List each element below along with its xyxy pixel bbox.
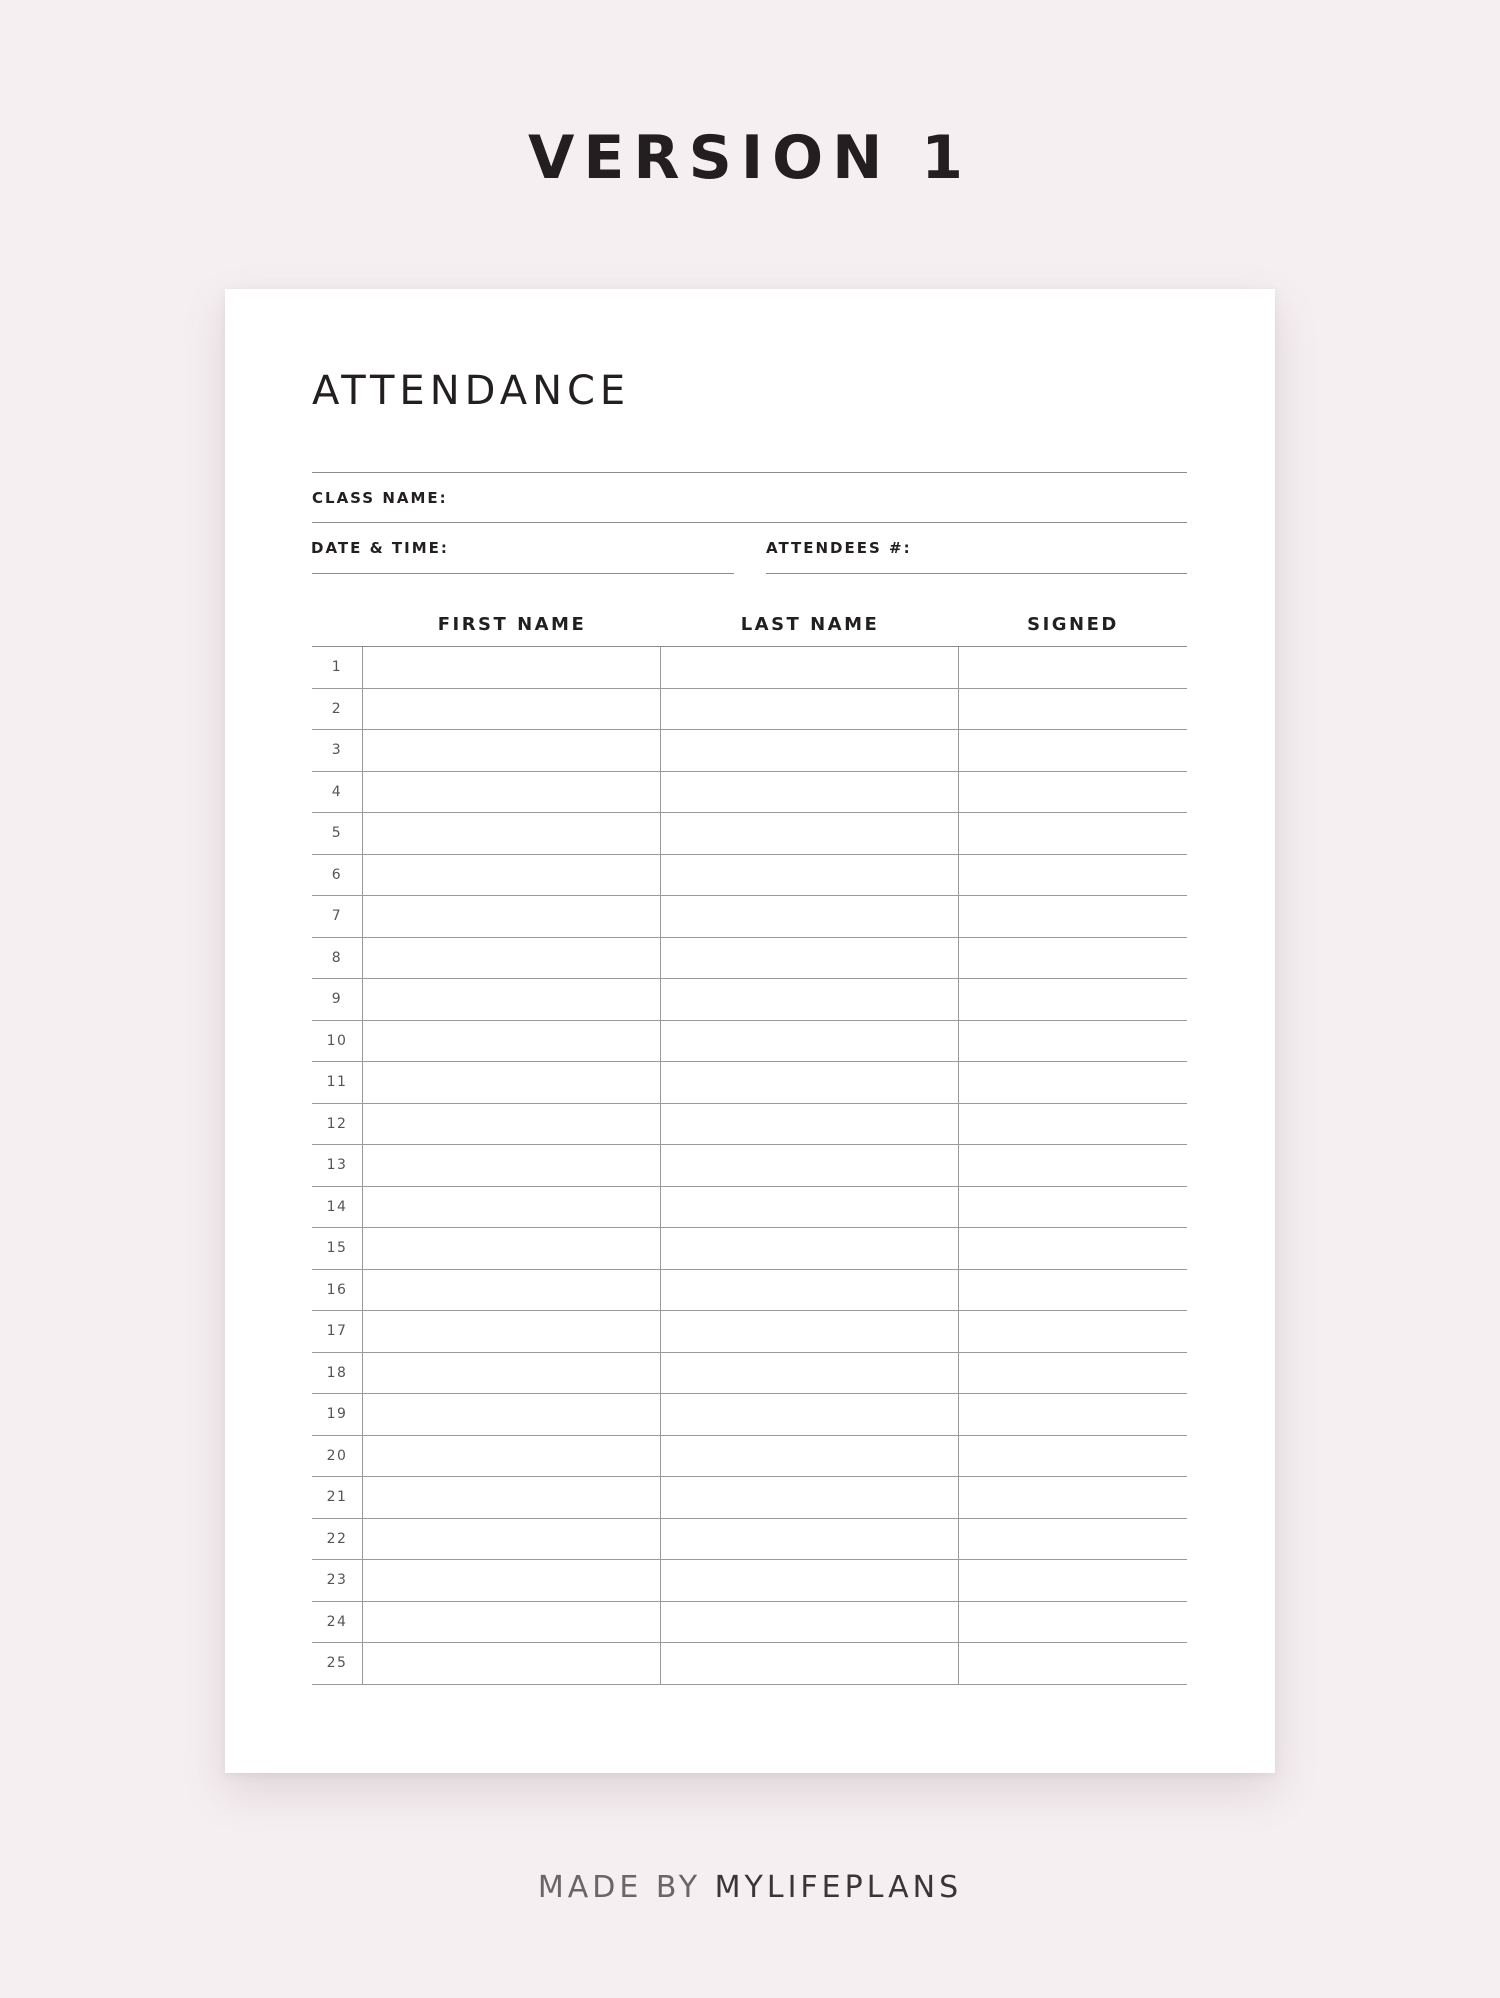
last-name-cell[interactable] bbox=[662, 1560, 958, 1601]
table-row bbox=[312, 1643, 1187, 1685]
table-row bbox=[312, 647, 1187, 689]
column-divider bbox=[362, 1187, 363, 1228]
table-row bbox=[312, 855, 1187, 897]
first-name-cell[interactable] bbox=[364, 1436, 660, 1477]
first-name-cell[interactable] bbox=[364, 730, 660, 771]
column-divider bbox=[958, 1021, 959, 1062]
first-name-cell[interactable] bbox=[364, 1394, 660, 1435]
row-number: 19 bbox=[326, 1406, 348, 1423]
last-name-cell[interactable] bbox=[662, 938, 958, 979]
row-number: 24 bbox=[326, 1613, 348, 1630]
table-row bbox=[312, 1394, 1187, 1436]
last-name-cell[interactable] bbox=[662, 1353, 958, 1394]
column-divider bbox=[660, 1353, 661, 1394]
table-row bbox=[312, 1519, 1187, 1561]
last-name-cell[interactable] bbox=[662, 1477, 958, 1518]
column-divider bbox=[958, 772, 959, 813]
column-divider bbox=[362, 813, 363, 854]
column-divider bbox=[362, 1519, 363, 1560]
first-name-cell[interactable] bbox=[364, 813, 660, 854]
column-divider bbox=[362, 730, 363, 771]
last-name-cell[interactable] bbox=[662, 1228, 958, 1269]
column-divider bbox=[660, 1270, 661, 1311]
signed-cell[interactable] bbox=[960, 730, 1187, 771]
first-name-cell[interactable] bbox=[364, 1145, 660, 1186]
row-number: 13 bbox=[326, 1157, 348, 1174]
column-divider bbox=[362, 938, 363, 979]
column-divider bbox=[660, 1311, 661, 1352]
signed-cell[interactable] bbox=[960, 896, 1187, 937]
column-divider bbox=[660, 647, 661, 688]
column-divider bbox=[660, 1062, 661, 1103]
row-number: 15 bbox=[326, 1240, 348, 1257]
column-divider bbox=[958, 1187, 959, 1228]
column-divider bbox=[958, 1560, 959, 1601]
row-number: 5 bbox=[331, 825, 343, 842]
signed-cell[interactable] bbox=[960, 1104, 1187, 1145]
last-name-cell[interactable] bbox=[662, 647, 958, 688]
column-divider bbox=[958, 1062, 959, 1103]
column-divider bbox=[362, 1394, 363, 1435]
first-name-cell[interactable] bbox=[364, 1477, 660, 1518]
column-header-last-name: LAST NAME bbox=[740, 614, 880, 635]
row-number: 3 bbox=[331, 742, 343, 759]
attendance-sheet bbox=[225, 289, 1275, 1773]
row-number: 12 bbox=[326, 1115, 348, 1132]
first-name-cell[interactable] bbox=[364, 1187, 660, 1228]
table-row bbox=[312, 1187, 1187, 1229]
class-name-bottom-rule[interactable] bbox=[312, 522, 1187, 523]
last-name-cell[interactable] bbox=[662, 1311, 958, 1352]
column-divider bbox=[958, 813, 959, 854]
row-number: 1 bbox=[331, 659, 343, 676]
column-divider bbox=[660, 855, 661, 896]
column-divider bbox=[958, 1353, 959, 1394]
first-name-cell[interactable] bbox=[364, 1560, 660, 1601]
first-name-cell[interactable] bbox=[364, 1270, 660, 1311]
row-number: 7 bbox=[331, 908, 343, 925]
column-divider bbox=[958, 1228, 959, 1269]
column-divider bbox=[958, 1394, 959, 1435]
row-number: 20 bbox=[326, 1447, 348, 1464]
column-divider bbox=[958, 1477, 959, 1518]
table-row bbox=[312, 1270, 1187, 1312]
table-row bbox=[312, 730, 1187, 772]
table-row bbox=[312, 689, 1187, 731]
attendance-table bbox=[312, 646, 1187, 1685]
row-number: 11 bbox=[326, 1074, 348, 1091]
column-divider bbox=[362, 1643, 363, 1684]
first-name-cell[interactable] bbox=[364, 979, 660, 1020]
signed-cell[interactable] bbox=[960, 1311, 1187, 1352]
table-row bbox=[312, 1062, 1187, 1104]
footer-brand: MYLIFEPLANS bbox=[714, 1870, 963, 1905]
column-divider bbox=[362, 855, 363, 896]
row-number: 18 bbox=[326, 1364, 348, 1381]
column-divider bbox=[958, 689, 959, 730]
table-row bbox=[312, 896, 1187, 938]
row-number: 16 bbox=[326, 1281, 348, 1298]
class-name-top-rule bbox=[312, 472, 1187, 473]
table-row bbox=[312, 979, 1187, 1021]
column-divider bbox=[660, 979, 661, 1020]
column-divider bbox=[958, 1602, 959, 1643]
row-number: 21 bbox=[326, 1489, 348, 1506]
row-number: 4 bbox=[331, 783, 343, 800]
column-divider bbox=[362, 1104, 363, 1145]
table-row bbox=[312, 813, 1187, 855]
last-name-cell[interactable] bbox=[662, 896, 958, 937]
class-name-label: CLASS NAME: bbox=[312, 489, 448, 507]
column-divider bbox=[362, 1062, 363, 1103]
column-divider bbox=[958, 1519, 959, 1560]
column-divider bbox=[958, 938, 959, 979]
first-name-cell[interactable] bbox=[364, 1062, 660, 1103]
column-divider bbox=[362, 1311, 363, 1352]
signed-cell[interactable] bbox=[960, 1270, 1187, 1311]
first-name-cell[interactable] bbox=[364, 1602, 660, 1643]
last-name-cell[interactable] bbox=[662, 730, 958, 771]
column-divider bbox=[958, 1104, 959, 1145]
last-name-cell[interactable] bbox=[662, 1643, 958, 1684]
column-divider bbox=[660, 772, 661, 813]
first-name-cell[interactable] bbox=[364, 1643, 660, 1684]
last-name-cell[interactable] bbox=[662, 1602, 958, 1643]
signed-cell[interactable] bbox=[960, 1187, 1187, 1228]
column-divider bbox=[660, 896, 661, 937]
signed-cell[interactable] bbox=[960, 1560, 1187, 1601]
column-divider bbox=[958, 855, 959, 896]
signed-cell[interactable] bbox=[960, 772, 1187, 813]
table-row bbox=[312, 1104, 1187, 1146]
column-divider bbox=[660, 1602, 661, 1643]
signed-cell[interactable] bbox=[960, 1228, 1187, 1269]
row-number: 17 bbox=[326, 1323, 348, 1340]
column-divider bbox=[362, 1145, 363, 1186]
last-name-cell[interactable] bbox=[662, 1104, 958, 1145]
column-divider bbox=[660, 1560, 661, 1601]
last-name-cell[interactable] bbox=[662, 813, 958, 854]
row-number: 25 bbox=[326, 1655, 348, 1672]
column-divider bbox=[660, 938, 661, 979]
column-divider bbox=[660, 1187, 661, 1228]
last-name-cell[interactable] bbox=[662, 979, 958, 1020]
first-name-cell[interactable] bbox=[364, 1021, 660, 1062]
table-row bbox=[312, 1311, 1187, 1353]
signed-cell[interactable] bbox=[960, 1436, 1187, 1477]
last-name-cell[interactable] bbox=[662, 1270, 958, 1311]
signed-cell[interactable] bbox=[960, 647, 1187, 688]
table-row bbox=[312, 1228, 1187, 1270]
first-name-cell[interactable] bbox=[364, 1311, 660, 1352]
column-divider bbox=[958, 1643, 959, 1684]
attendees-rule[interactable] bbox=[766, 573, 1187, 574]
column-divider bbox=[362, 1477, 363, 1518]
first-name-cell[interactable] bbox=[364, 647, 660, 688]
column-divider bbox=[362, 896, 363, 937]
date-time-rule[interactable] bbox=[312, 573, 734, 574]
table-row bbox=[312, 772, 1187, 814]
signed-cell[interactable] bbox=[960, 1394, 1187, 1435]
column-divider bbox=[660, 1436, 661, 1477]
version-title: VERSION 1 bbox=[527, 123, 973, 193]
last-name-cell[interactable] bbox=[662, 1394, 958, 1435]
last-name-cell[interactable] bbox=[662, 772, 958, 813]
column-header-signed: SIGNED bbox=[1027, 614, 1119, 635]
column-divider bbox=[362, 1353, 363, 1394]
column-divider bbox=[958, 979, 959, 1020]
last-name-cell[interactable] bbox=[662, 1519, 958, 1560]
column-divider bbox=[362, 1021, 363, 1062]
column-divider bbox=[660, 1394, 661, 1435]
column-divider bbox=[958, 1145, 959, 1186]
column-divider bbox=[362, 1560, 363, 1601]
row-number: 22 bbox=[326, 1530, 348, 1547]
column-divider bbox=[958, 1270, 959, 1311]
column-divider bbox=[362, 1602, 363, 1643]
column-divider bbox=[362, 979, 363, 1020]
column-header-first-name: FIRST NAME bbox=[437, 614, 587, 635]
column-divider bbox=[958, 647, 959, 688]
column-divider bbox=[362, 689, 363, 730]
sheet-title: ATTENDANCE bbox=[312, 368, 631, 414]
row-number: 2 bbox=[331, 700, 343, 717]
last-name-cell[interactable] bbox=[662, 1021, 958, 1062]
first-name-cell[interactable] bbox=[364, 938, 660, 979]
signed-cell[interactable] bbox=[960, 938, 1187, 979]
first-name-cell[interactable] bbox=[364, 1228, 660, 1269]
signed-cell[interactable] bbox=[960, 1643, 1187, 1684]
footer-prefix: MADE BY bbox=[537, 1870, 715, 1905]
first-name-cell[interactable] bbox=[364, 772, 660, 813]
signed-cell[interactable] bbox=[960, 813, 1187, 854]
signed-cell[interactable] bbox=[960, 1145, 1187, 1186]
signed-cell[interactable] bbox=[960, 1021, 1187, 1062]
column-divider bbox=[958, 1436, 959, 1477]
column-divider bbox=[958, 1311, 959, 1352]
table-row bbox=[312, 1021, 1187, 1063]
column-divider bbox=[362, 772, 363, 813]
column-divider bbox=[660, 813, 661, 854]
column-divider bbox=[958, 896, 959, 937]
column-divider bbox=[660, 1519, 661, 1560]
signed-cell[interactable] bbox=[960, 855, 1187, 896]
last-name-cell[interactable] bbox=[662, 1187, 958, 1228]
signed-cell[interactable] bbox=[960, 1602, 1187, 1643]
first-name-cell[interactable] bbox=[364, 855, 660, 896]
signed-cell[interactable] bbox=[960, 979, 1187, 1020]
row-number: 6 bbox=[331, 866, 343, 883]
first-name-cell[interactable] bbox=[364, 896, 660, 937]
first-name-cell[interactable] bbox=[364, 689, 660, 730]
first-name-cell[interactable] bbox=[364, 1353, 660, 1394]
last-name-cell[interactable] bbox=[662, 689, 958, 730]
column-divider bbox=[660, 1477, 661, 1518]
column-divider bbox=[958, 730, 959, 771]
column-divider bbox=[660, 689, 661, 730]
signed-cell[interactable] bbox=[960, 1519, 1187, 1560]
row-number: 14 bbox=[326, 1198, 348, 1215]
row-number: 8 bbox=[331, 949, 343, 966]
last-name-cell[interactable] bbox=[662, 855, 958, 896]
column-divider bbox=[362, 647, 363, 688]
column-divider bbox=[362, 1228, 363, 1269]
date-time-label: DATE & TIME: bbox=[311, 539, 449, 557]
table-row bbox=[312, 1145, 1187, 1187]
first-name-cell[interactable] bbox=[364, 1104, 660, 1145]
column-divider bbox=[362, 1270, 363, 1311]
column-divider bbox=[660, 1145, 661, 1186]
last-name-cell[interactable] bbox=[662, 1062, 958, 1103]
first-name-cell[interactable] bbox=[364, 1519, 660, 1560]
table-row bbox=[312, 1477, 1187, 1519]
column-divider bbox=[660, 1021, 661, 1062]
column-divider bbox=[362, 1436, 363, 1477]
table-row bbox=[312, 1602, 1187, 1644]
column-divider bbox=[660, 1643, 661, 1684]
row-number: 23 bbox=[326, 1572, 348, 1589]
table-row bbox=[312, 1560, 1187, 1602]
table-row bbox=[312, 1436, 1187, 1478]
last-name-cell[interactable] bbox=[662, 1145, 958, 1186]
footer-credit bbox=[0, 1868, 1500, 1908]
signed-cell[interactable] bbox=[960, 689, 1187, 730]
column-divider bbox=[660, 1104, 661, 1145]
signed-cell[interactable] bbox=[960, 1062, 1187, 1103]
signed-cell[interactable] bbox=[960, 1353, 1187, 1394]
table-row bbox=[312, 938, 1187, 980]
column-divider bbox=[660, 1228, 661, 1269]
signed-cell[interactable] bbox=[960, 1477, 1187, 1518]
table-row bbox=[312, 1353, 1187, 1395]
attendees-label: ATTENDEES #: bbox=[766, 539, 912, 557]
row-number: 9 bbox=[331, 991, 343, 1008]
row-number: 10 bbox=[326, 1032, 348, 1049]
last-name-cell[interactable] bbox=[662, 1436, 958, 1477]
column-divider bbox=[660, 730, 661, 771]
